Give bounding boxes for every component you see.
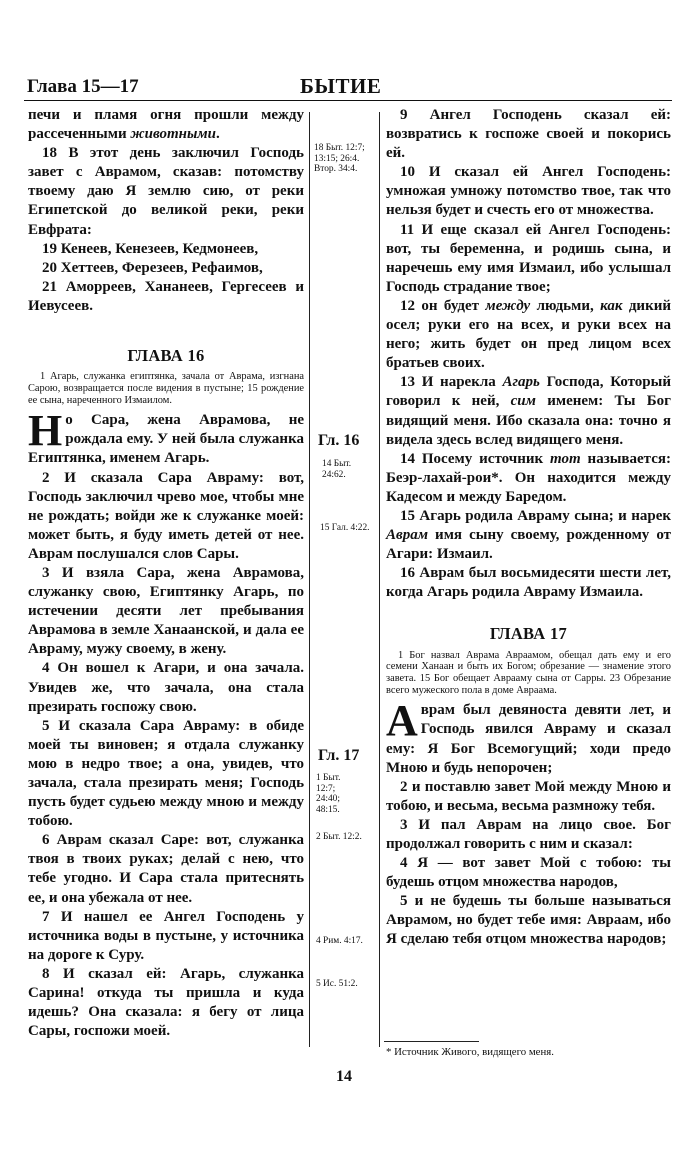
chapter-17-summary: 1 Бог назвал Аврама Авраамом, обещал дать ему и его семени Ханаан и быть их Богом; обрезание — знамение этого завета. 15 Бог обещает Аврааму сына от Сарры. 23 Обрезание всего мужеского пола в доме Авраама.: [386, 649, 671, 696]
page-number: 14: [336, 1068, 352, 1085]
verse-16-2: 2 И сказала Сара Авраму: вот, Господь заключил чрево мое, чтобы мне не рождать; войди же к служанке моей: может быть, я буду иметь детей от нее. Аврам послушался слов Сары.: [28, 469, 304, 562]
running-header-chapters: Глава 15—17: [27, 76, 139, 97]
verse-16-10: 10 И сказал ей Ангел Господень: умножая умножу потомство твое, так что нельзя будет и счесть его от множества.: [386, 164, 671, 219]
chapter-16-title: ГЛАВА 16: [127, 346, 205, 366]
right-column: [386, 106, 671, 950]
verse-16-15: 15 Агарь родила Авраму сына; и нарек Аврам имя сыну своему, рожденному от Агари: Измаил.: [386, 507, 672, 563]
verse-16-3: 3 И взяла Сара, жена Аврамова, служанку свою, Египтянку Агарь, по истечении десяти лет пребывания Аврамова в земле Ханаанской, и дала ее Авраму, мужу своему, в жену.: [28, 564, 304, 658]
verse-16-9: 9 Ангел Господень сказал ей: возвратись к госпоже своей и покорись ей.: [386, 107, 671, 162]
verse-16-14: 14 Посему источник тот называется: Беэр-лахай-рои*. Он находится между Кадесом и между Бaредом.: [386, 450, 672, 505]
verse-16-5: 5 И сказала Сара Авраму: в обиде моей ты виновен; я отдала служанку мою в недро твое; а она, увидев, что зачала, стала презирать меня; Господь пусть будет судьею между мною и между тобою.: [28, 717, 304, 830]
verse-16-7: 7 И нашел ее Ангел Господень у источника воды в пустыне, у источника на дороге к Суру.: [28, 908, 304, 963]
verse-17-4: 4 Я — вот завет Мой с тобою: ты будешь отцом множества народов,: [386, 855, 671, 891]
left-column: [28, 106, 304, 1041]
verse-16-13: 13 И нарекла Агарь Господа, Который говорил к ней, сим именем: Ты Бог видящий меня. Ибо сказала она: точно я видела здесь вслед видящего меня.: [386, 374, 672, 448]
cross-ref-16-15: 15 Гал. 4:22.: [320, 523, 370, 533]
verse-16-1: Но Сара, жена Аврамова, не рождала ему. У ней была служанка Египтянка, именем Агарь.: [28, 406, 304, 467]
verse-17-5: 5 и не будешь ты больше называться Аврамом, но будет тебе имя: Авраам, ибо Я сделаю тебя отцом множества народов;: [386, 893, 671, 948]
column-rule-left: [309, 112, 310, 1047]
column-rule-right: [379, 112, 380, 1047]
verse-15-19: 19 Кенеев, Кенезеев, Кедмонеев,: [42, 240, 259, 257]
verse-16-11: 11 И еще сказал ей Ангел Господень: вот, ты беременна, и родишь сына, и наречешь ему имя Измаил, ибо услышал Господь страдание твое;: [386, 221, 671, 295]
cross-ref-17-5: 5 Ис. 51:2.: [316, 979, 358, 989]
verse-16-16: 16 Аврам был восьмидесяти шести лет, когда Агарь родила Авраму Измаила.: [386, 565, 671, 601]
running-header-book: БЫТИЕ: [300, 74, 382, 98]
verse-15-20: 20 Хеттеев, Ферезеев, Рефаимов,: [42, 259, 263, 276]
cross-ref-17-2: 2 Быт. 12:2.: [316, 832, 362, 842]
drop-cap: А: [386, 696, 418, 746]
cross-ref-16-14: 14 Быт. 24:62.: [322, 459, 352, 480]
verse-continuation: печи и пламя огня прошли между рассеченными животными.: [28, 107, 304, 143]
verse-17-3: 3 И пал Аврам на лицо свое. Бог продолжал говорить с ним и сказал:: [386, 816, 671, 852]
chapter-16-summary: 1 Агарь, служанка египтянка, зачала от Аврама, изгнана Сарою, возвращается после видения в пустыне; 15 рождение ее сына, нареченного Измаилом.: [28, 371, 304, 406]
verse-16-12: 12 он будет между людьми, как дикий осел; руки его на всех, и руки всех на него; жить будет он пред лицом всех братьев своих.: [386, 297, 672, 372]
verse-16-4: 4 Он вошел к Агари, и она зачала. Увидев же, что зачала, она стала презирать госпожу свою.: [28, 660, 304, 715]
verse-17-2: 2 и поставлю завет Мой между Мною и тобою, и весьма, весьма размножу тебя.: [386, 778, 671, 814]
footnote: * Источник Живого, видящего меня.: [386, 1046, 554, 1058]
header-rule: [24, 100, 672, 101]
verse-17-1: Аврам был девяноста девяти лет, и Господь явился Авраму и сказал ему: Я Бог Всемогущий; ходи предо Мною и будь непорочен;: [386, 696, 671, 776]
verse-15-18: 18 В этот день заключил Господь завет с Аврамом, сказав: потомству твоему даю Я землю сию, от реки Египетской до великой реки, реки Евфрата:: [28, 145, 304, 238]
footnote-rule: [384, 1041, 479, 1042]
verse-16-8: 8 И сказал ей: Агарь, служанка Сарина! откуда ты пришла и куда идешь? Она сказала: я бегу от лица Сары, госпожи моей.: [28, 965, 304, 1040]
verse-16-6: 6 Аврам сказал Саре: вот, служанка твоя в твоих руках; делай с нею, что тебе угодно. И Сара стала притеснять ее, и она убежала от нее.: [28, 832, 304, 906]
chapter-17-title: ГЛАВА 17: [489, 624, 568, 644]
cross-ref-17-1: 1 Быт. 12:7; 24:40; 48:15.: [316, 773, 341, 815]
chapter-16-margin-label: Гл. 16: [318, 432, 360, 449]
verse-15-21: 21 Аморреев, Хананеев, Гергесеев и Иевусеев.: [28, 278, 304, 314]
chapter-17-margin-label: Гл. 17: [318, 747, 360, 764]
cross-ref-15-18: 18 Быт. 12:7; 13:15; 26:4. Втор. 34:4.: [314, 143, 365, 174]
cross-ref-17-4: 4 Рим. 4:17.: [316, 936, 363, 946]
drop-cap: Н: [28, 406, 63, 456]
